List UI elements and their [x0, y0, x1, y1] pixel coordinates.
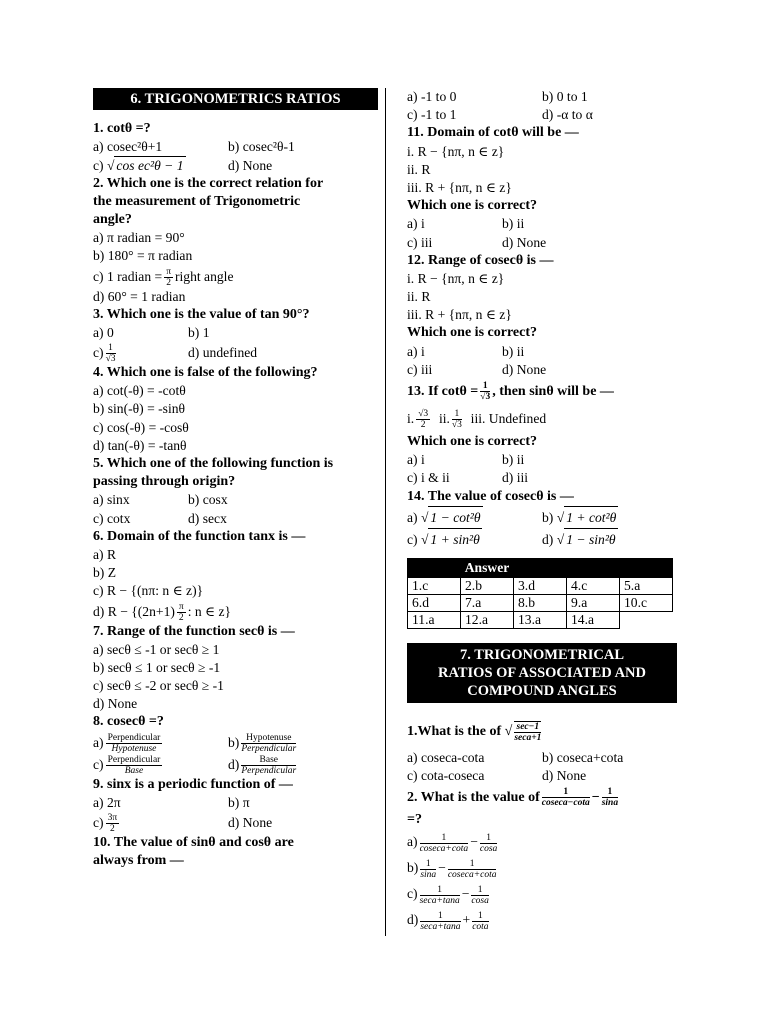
fraction: $\frac{1}{\cos a}$ — [479, 832, 498, 854]
question-14: 14. The value of cosecθ is — — [407, 488, 574, 504]
question-5-line1: 5. Which one of the following function is — [93, 456, 334, 471]
q13-statements — [407, 405, 675, 433]
fraction: $\frac{1}{coseca+\cot a}$ — [419, 832, 469, 854]
q13-option-a: a) i — [407, 452, 425, 468]
q12-statement-i: i. R − {nπ, n ∈ z} — [407, 270, 505, 286]
q13-statement-ii: ii. $\frac{1}{√3}$ — [438, 409, 462, 431]
s2-option-a: a) $\frac{1}{coseca+\cot a}$ − $\frac{1}{\cos a}$ — [407, 832, 498, 854]
q7-option-a: a) secθ ≤ -1 or secθ ≥ 1 — [93, 641, 220, 657]
q13-which-correct: Which one is correct? — [407, 434, 537, 449]
q9-option-c: c) $\frac{3\pi}{2}$ — [93, 813, 118, 835]
q6-option-c: c) R − {(nπ: n ∈ z)} — [93, 583, 204, 599]
q7-option-d: d) None — [93, 696, 138, 712]
answer-cell: 10.c — [620, 594, 673, 611]
question-9: 9. sinx is a periodic function of — — [93, 776, 293, 792]
q12-option-c: c) iii — [407, 361, 433, 377]
q9-option-d: d) None — [228, 815, 273, 830]
q9-option-b: b) π — [228, 794, 250, 810]
answer-cell: 3.d — [514, 577, 567, 594]
answer-cell: 13.a — [514, 611, 567, 628]
answer-cell: 1.c — [408, 577, 461, 594]
fraction: $\frac{1}{\cos a}$ — [471, 884, 489, 906]
answer-cell: 2.b — [461, 577, 514, 594]
section2-question-2-eq: =? — [407, 812, 422, 828]
q2-option-d: d) 60° = 1 radian — [93, 288, 186, 304]
fraction: $\frac{1}{\cot a}$ — [472, 910, 489, 932]
question-13: 13. If cotθ = $\frac{1}{√3}$ , then sinθ will be — — [407, 381, 614, 403]
s1-option-b: b) coseca+cota — [542, 749, 624, 765]
q12-statement-ii: ii. R — [407, 289, 431, 305]
fraction: $\frac{1}{\sec a+\tan a}$ — [419, 884, 460, 906]
fraction: $\frac{\text{Perpendicular}}{\text{Hypotenuse}}$ — [107, 733, 161, 754]
answer-table — [407, 558, 673, 629]
q3-option-d: d) undefined — [188, 345, 258, 361]
question-3: 3. Which one is the value of tan 90°? — [93, 306, 310, 322]
question-6: 6. Domain of the function tanx is — — [93, 528, 306, 544]
q3-option-b: b) 1 — [188, 324, 210, 340]
q11-option-b: b) ii — [502, 216, 525, 232]
answer-cell: 9.a — [567, 594, 620, 611]
section-title-associated-angles: 7. TRIGONOMETRICAL RATIOS OF ASSOCIATED AND COMPOUND ANGLES — [407, 643, 677, 703]
fraction: $\frac{\pi}{2}$ — [178, 601, 184, 623]
q8-option-d: d) $\frac{\text{Base}}{\text{Perpendicular}}$ — [228, 755, 297, 776]
question-10-line2: always from — — [93, 853, 184, 869]
fraction: $\frac{\text{Base}}{\text{Perpendicular}}$ — [241, 755, 297, 776]
s1-option-c: c) cota-coseca — [407, 767, 485, 783]
q11-which-correct: Which one is correct? — [407, 198, 537, 214]
q5-option-a: a) sinx — [93, 492, 130, 508]
q11-statement-ii: ii. R — [407, 161, 431, 177]
q12-option-d: d) None — [502, 361, 547, 377]
fraction: $\frac{1}{√3}$ — [480, 381, 491, 403]
q14-option-a: a) √ 1 − cot²θ — [407, 506, 542, 529]
q12-which-correct: Which one is correct? — [407, 325, 537, 341]
question-2-line3: angle? — [93, 211, 132, 227]
fraction: $\frac{\text{Perpendicular}}{\text{Base}}$ — [107, 755, 161, 776]
s2-option-c: c) $\frac{1}{\sec a+\tan a}$ − $\frac{1}{\cos a}$ — [407, 884, 489, 906]
question-12: 12. Range of cosecθ is — — [407, 252, 554, 268]
question-2-line1: 2. Which one is the correct relation for — [93, 175, 324, 191]
q4-option-c: c) cos(-θ) = -cosθ — [93, 419, 189, 435]
answer-cell: 4.c — [567, 577, 620, 594]
q6-option-b: b) Z — [93, 565, 117, 581]
q10-option-d: d) -α to α — [542, 107, 593, 123]
fraction: $\frac{1}{√3}$ — [451, 409, 462, 431]
fraction: $\frac{\text{Hypotenuse}}{\text{Perpendicular}}$ — [241, 733, 297, 754]
q11-option-c: c) iii — [407, 234, 433, 250]
q3-option-a: a) 0 — [93, 324, 114, 340]
q13-statement-iii: iii. Undefined — [470, 411, 547, 426]
section-title-trig-ratios: 6. TRIGONOMETRICS RATIOS — [93, 88, 378, 110]
column-divider — [385, 88, 386, 936]
left-column — [93, 88, 378, 870]
q14-option-b: b) √ 1 + cot²θ — [542, 510, 618, 525]
fraction: $\frac{3\pi}{2}$ — [107, 813, 118, 835]
answer-table-title: Answer — [408, 558, 567, 577]
answer-cell: 7.a — [461, 594, 514, 611]
answer-row — [408, 577, 673, 594]
q11-statement-iii: iii. R + {nπ, n ∈ z} — [407, 179, 512, 195]
q4-option-d: d) tan(-θ) = -tanθ — [93, 437, 187, 453]
fraction: $\frac{\sec-1}{\sec a+1}$ — [514, 721, 542, 743]
q2-option-a: a) π radian = 90° — [93, 230, 185, 246]
q8-option-b: b) $\frac{\text{Hypotenuse}}{\text{Perpendicular}}$ — [228, 733, 297, 754]
section2-question-1: 1.What is the of √ $\frac{\sec-1}{\sec a+1}$ — [407, 721, 542, 743]
answer-cell: 12.a — [461, 611, 514, 628]
q5-option-d: d) secx — [188, 510, 227, 526]
s1-option-d: d) None — [542, 767, 587, 783]
answer-cell: 8.b — [514, 594, 567, 611]
q1-option-b: b) cosec²θ-1 — [228, 139, 295, 155]
q12-statement-iii: iii. R + {nπ, n ∈ z} — [407, 307, 512, 323]
q10-option-a: a) -1 to 0 — [407, 89, 457, 104]
q11-option-d: d) None — [502, 234, 547, 250]
answer-cell: 14.a — [567, 611, 620, 628]
q7-option-b: b) secθ ≤ 1 or secθ ≥ -1 — [93, 659, 221, 675]
q2-option-b: b) 180° = π radian — [93, 248, 193, 264]
q6-option-a: a) R — [93, 546, 117, 562]
answer-cell: 5.a — [620, 577, 673, 594]
q2-option-c: c) 1 radian = $\frac{\pi}{2}$ right angle — [93, 266, 234, 288]
q12-option-a: a) i — [407, 343, 425, 359]
s2-option-d: d) $\frac{1}{\sec a+\tan a}$ + $\frac{1}{\cot a}$ — [407, 910, 489, 932]
fraction: $\frac{1}{√3}$ — [105, 343, 116, 365]
answer-cell: 11.a — [408, 611, 461, 628]
fraction: $\frac{1}{\sin a}$ — [601, 787, 619, 809]
q8-option-c: c) $\frac{\text{Perpendicular}}{\text{Base}}$ — [93, 755, 161, 776]
q5-option-b: b) cosx — [188, 492, 228, 508]
q13-option-c: c) i & ii — [407, 470, 450, 486]
question-2-line2: the measurement of Trigonometric — [93, 193, 301, 209]
question-8: 8. cosecθ =? — [93, 714, 164, 730]
q9-option-a: a) 2π — [93, 794, 121, 810]
q13-statement-i: i. $\frac{√3}{2}$ — [407, 409, 429, 431]
fraction: $\frac{√3}{2}$ — [418, 409, 429, 431]
q1-option-d: d) None — [228, 158, 273, 174]
answer-cell: 6.d — [408, 594, 461, 611]
q14-option-d: d) √ 1 − sin²θ — [542, 532, 618, 547]
section2-question-2: 2. What is the value of $\frac{1}{coseca-\cot a}$ − $\frac{1}{\sin a}$ — [407, 787, 619, 809]
q14-option-c: c) √ 1 + sin²θ — [407, 528, 542, 551]
s1-option-a: a) coseca-cota — [407, 749, 485, 765]
q11-option-a: a) i — [407, 216, 425, 232]
q6-option-d: d) R − {(2n+1) $\frac{\pi}{2}$ : n ∈ z} — [93, 601, 232, 623]
fraction: $\frac{1}{\sec a+\tan a}$ — [420, 910, 461, 932]
question-7: 7. Range of the function secθ is — — [93, 623, 295, 639]
q1-option-c: c) √ cos ec²θ − 1 — [93, 156, 228, 175]
fraction: $\frac{1}{coseca+\cot a}$ — [447, 858, 497, 880]
q4-option-a: a) cot(-θ) = -cotθ — [93, 383, 186, 399]
q10-option-b: b) 0 to 1 — [542, 89, 588, 104]
fraction: $\frac{1}{coseca-\cot a}$ — [541, 787, 590, 809]
q3-option-c: c) $\frac{1}{√3}$ — [93, 343, 116, 365]
question-4: 4. Which one is false of the following? — [93, 365, 318, 381]
q12-option-b: b) ii — [502, 343, 525, 359]
q10-option-c: c) -1 to 1 — [407, 107, 457, 123]
q5-option-c: c) cotx — [93, 510, 131, 526]
right-column — [407, 88, 675, 933]
answer-row — [408, 594, 673, 611]
fraction: $\frac{1}{\sin a}$ — [420, 858, 437, 880]
q11-statement-i: i. R − {nπ, n ∈ z} — [407, 143, 505, 159]
q8-option-a: a) $\frac{\text{Perpendicular}}{\text{Hypotenuse}}$ — [93, 733, 161, 754]
answer-row — [408, 611, 673, 628]
question-10-line1: 10. The value of sinθ and cosθ are — [93, 835, 294, 850]
q13-option-d: d) iii — [502, 470, 529, 486]
q4-option-b: b) sin(-θ) = -sinθ — [93, 401, 186, 417]
q13-option-b: b) ii — [502, 452, 525, 468]
question-1: 1. cotθ =? — [93, 121, 151, 136]
fraction: $\frac{\pi}{2}$ — [166, 266, 171, 288]
question-5-line2: passing through origin? — [93, 474, 236, 490]
q7-option-c: c) secθ ≤ -2 or secθ ≥ -1 — [93, 678, 224, 694]
q1-option-a: a) cosec²θ+1 — [93, 139, 163, 155]
s2-option-b: b) $\frac{1}{\sin a}$ − $\frac{1}{coseca+\cot a}$ — [407, 858, 497, 880]
question-11: 11. Domain of cotθ will be — — [407, 125, 579, 141]
